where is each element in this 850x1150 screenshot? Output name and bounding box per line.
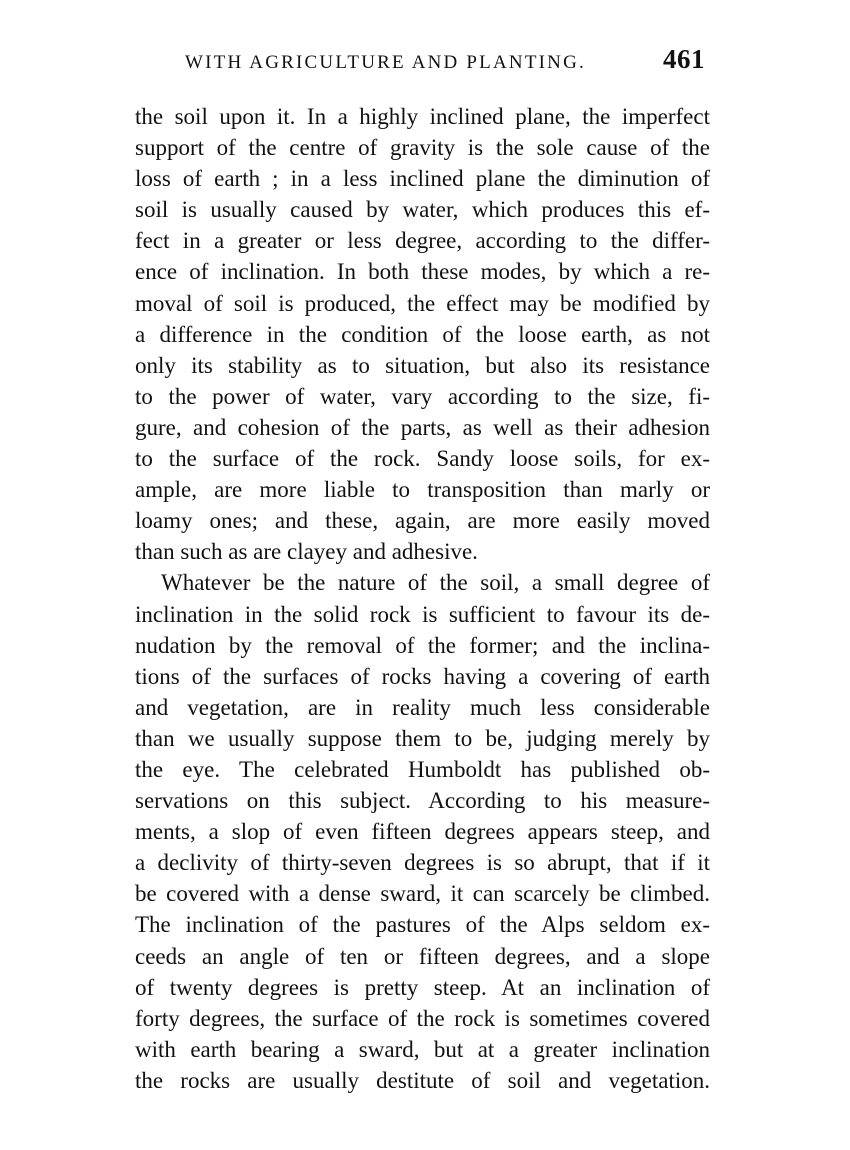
text-line: than we usually suppose them to be, judging merely by [135,725,710,751]
text-line: to the power of water, vary according to the size, fi- [135,383,710,409]
text-line: to the surface of the rock. Sandy loose soils, for ex- [135,446,710,472]
running-head-title: WITH AGRICULTURE AND PLANTING. [185,52,586,73]
text-line: loamy ones; and these, again, are more easily moved [135,508,710,534]
page-number: 461 [663,44,705,74]
paragraph-2 [135,567,710,1096]
text-line: The inclination of the pastures of the Alps seldom ex- [135,912,710,938]
text-line: only its stability as to situation, but also its resistance [135,352,710,378]
text-line: gure, and cohesion of the parts, as well as their adhesion [135,414,710,440]
text-line: inclination in the solid rock is sufficient to favour its de- [135,601,710,627]
text-line: ceeds an angle of ten or fifteen degrees, and a slope [135,943,710,969]
body-text [135,101,710,1096]
text-line: nudation by the removal of the former; and the inclina- [135,632,710,658]
text-line: a difference in the condition of the loose earth, as not [135,321,710,347]
text-line: tions of the surfaces of rocks having a covering of earth [135,663,710,689]
text-line: with earth bearing a sward, but at a greater inclination [135,1036,710,1062]
text-line: the eye. The celebrated Humboldt has published ob- [135,756,710,782]
text-line: Whatever be the nature of the soil, a small degree of [161,570,710,596]
text-line: forty degrees, the surface of the rock is sometimes covered [135,1005,710,1031]
text-line: of twenty degrees is pretty steep. At an inclination of [135,974,710,1000]
text-line: the rocks are usually destitute of soil and vegetation. [135,1067,710,1093]
text-line: moval of soil is produced, the effect may be modified by [135,290,710,316]
text-line: be covered with a dense sward, it can scarcely be climbed. [135,881,710,907]
running-header [185,44,705,75]
text-line: ments, a slop of even fifteen degrees appears steep, and [135,819,710,845]
text-line: a declivity of thirty-seven degrees is so abrupt, that if it [135,850,710,876]
text-line: fect in a greater or less degree, according to the differ- [135,228,710,254]
paragraph-1 [135,101,710,567]
text-line: and vegetation, are in reality much less considerable [135,694,710,720]
text-line: ample, are more liable to transposition than marly or [135,477,710,503]
text-line: support of the centre of gravity is the sole cause of the [135,135,710,161]
text-line: servations on this subject. According to his measure- [135,788,710,814]
text-line: ence of inclination. In both these modes, by which a re- [135,259,710,285]
text-line: soil is usually caused by water, which produces this ef- [135,197,710,223]
text-line: the soil upon it. In a highly inclined plane, the imperfect [135,104,710,129]
text-line: loss of earth ; in a less inclined plane the diminution of [135,166,710,192]
text-line: than such as are clayey and adhesive. [135,539,478,565]
